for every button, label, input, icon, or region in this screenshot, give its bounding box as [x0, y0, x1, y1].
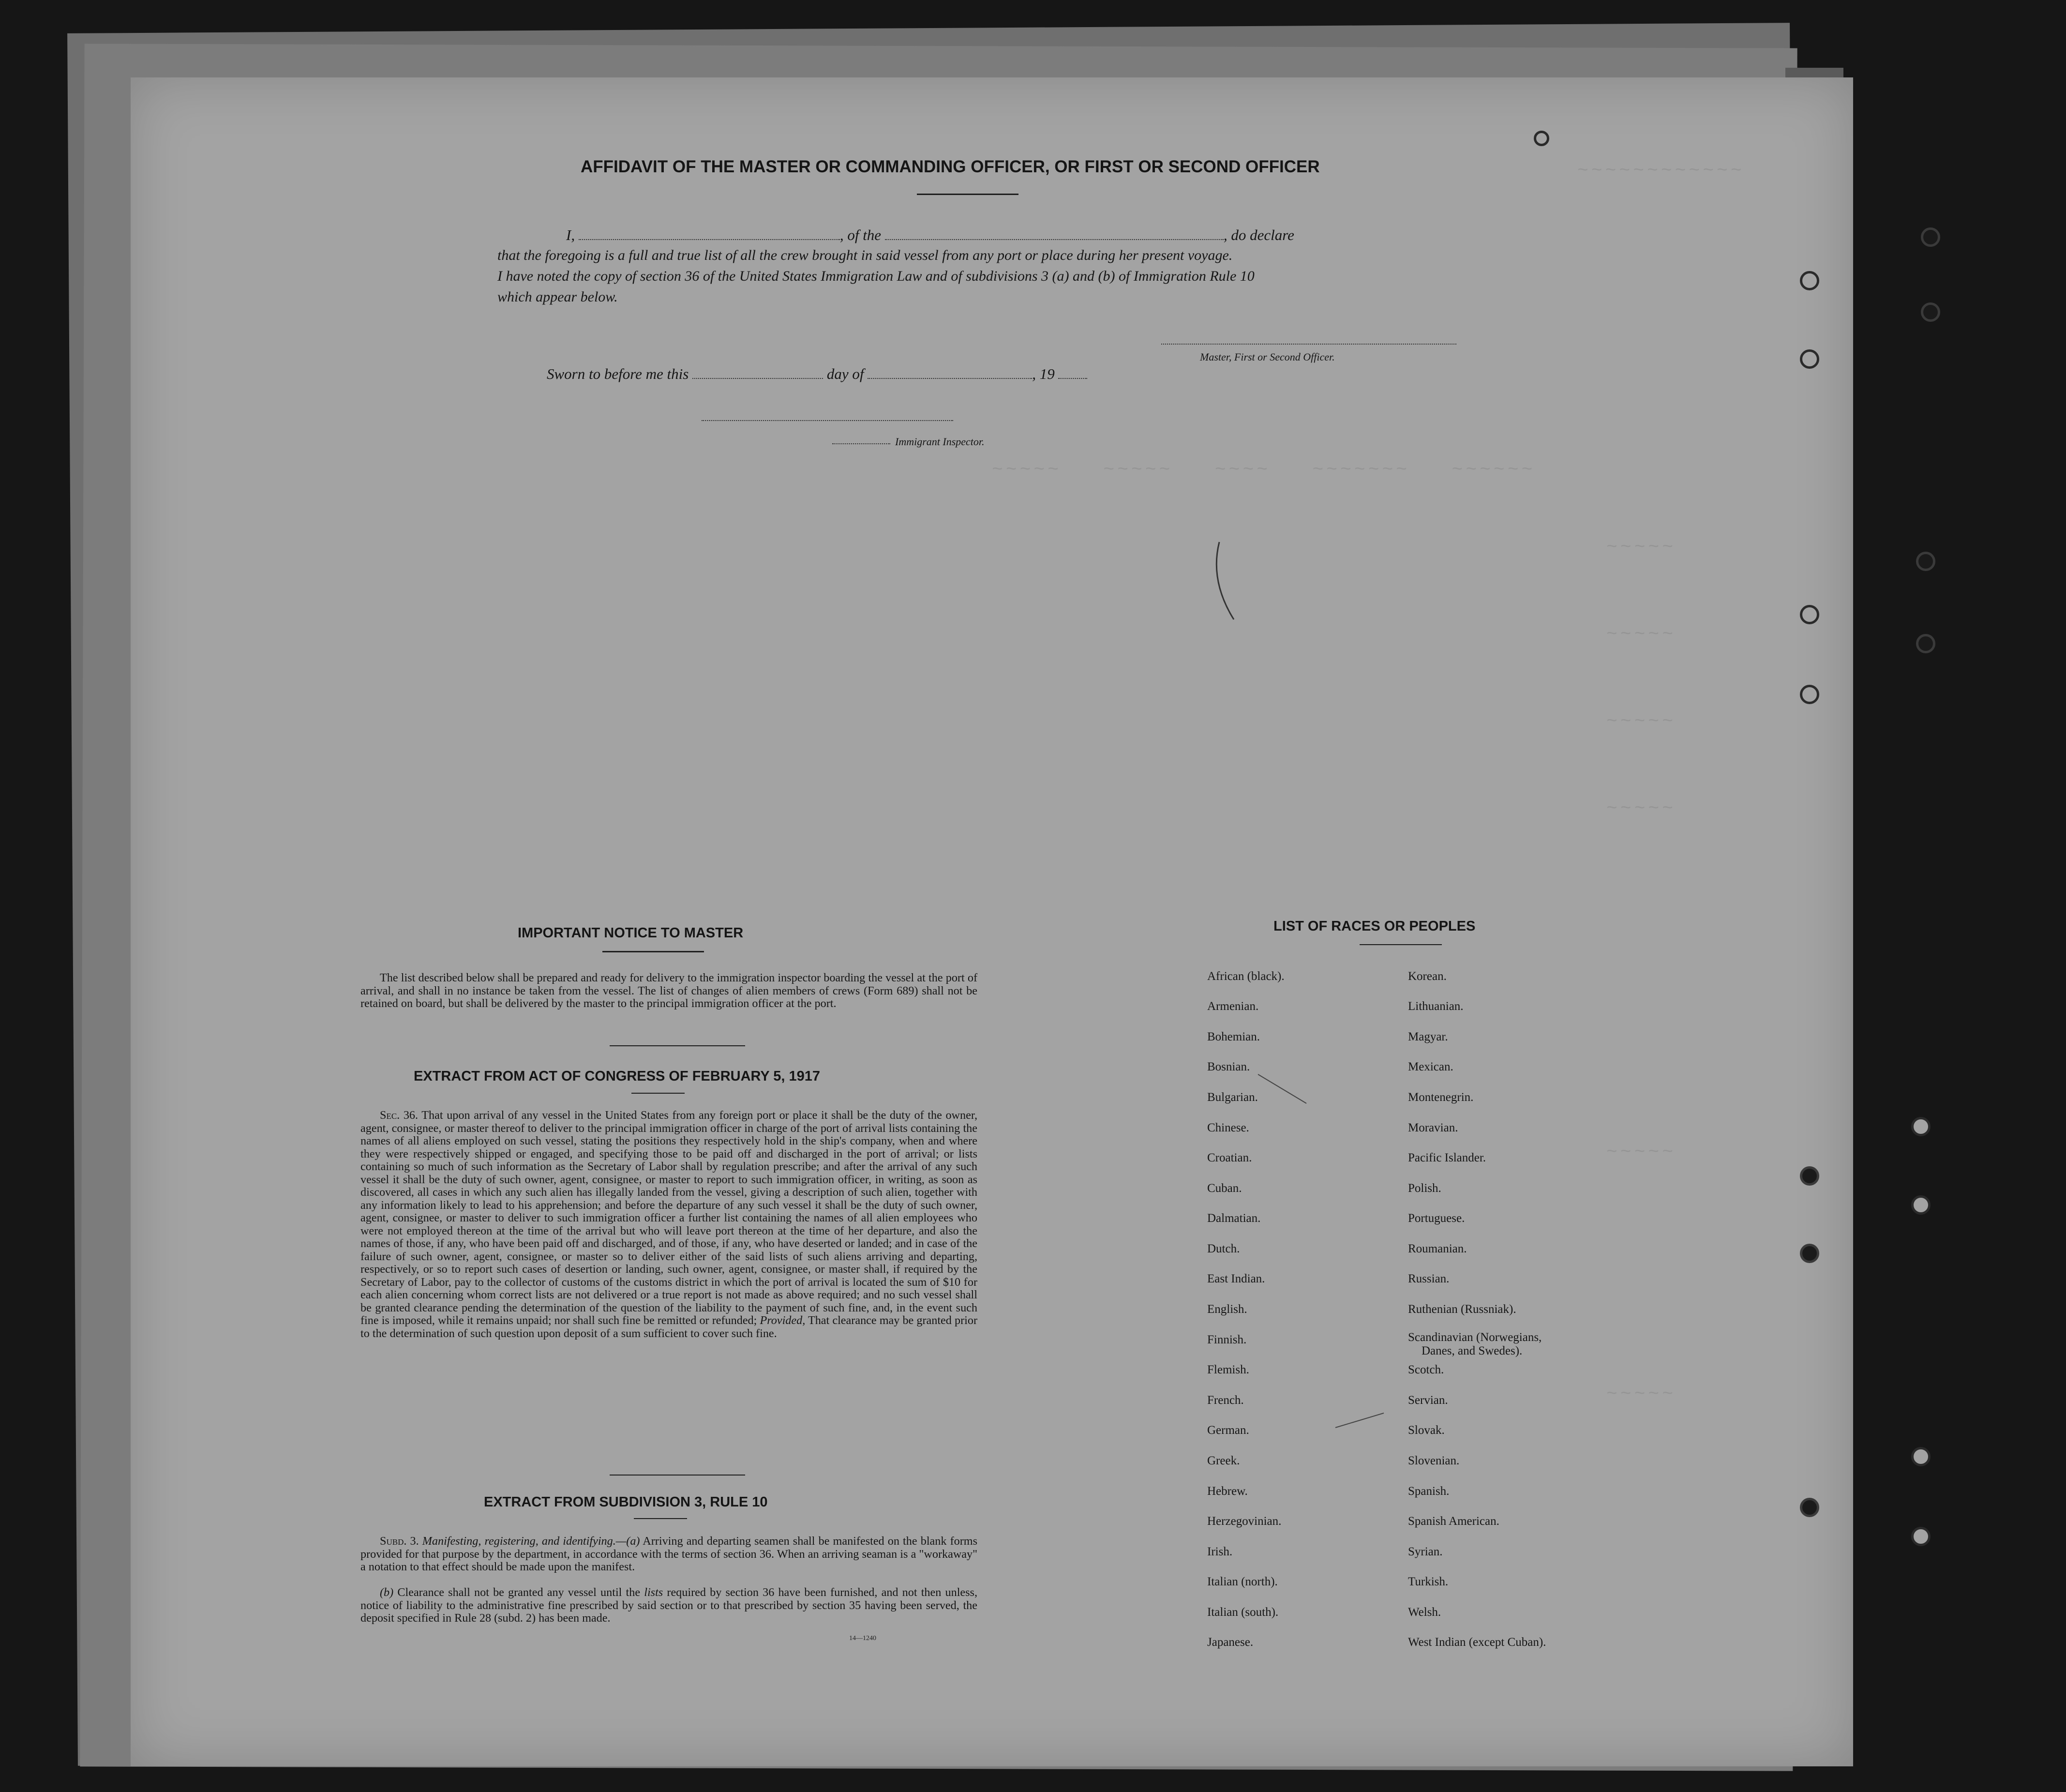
- act-section-36-text: [360, 1109, 977, 1340]
- binder-hole-icon: [1916, 552, 1935, 571]
- a-label: —(a): [615, 1535, 640, 1548]
- sworn-month-field[interactable]: [868, 367, 1032, 379]
- race-item: Finnish.: [1207, 1333, 1247, 1346]
- binder-hole-icon: [1911, 1447, 1931, 1466]
- binder-hole-icon: [1800, 271, 1819, 290]
- races-title: LIST OF RACES OR PEOPLES: [1273, 919, 1476, 934]
- race-item: African (black).: [1207, 970, 1285, 983]
- race-item: Chinese.: [1207, 1121, 1249, 1134]
- day-of-label: day of: [826, 365, 864, 382]
- i-label: I,: [566, 226, 575, 243]
- bleed-through-text: ~~~~~: [1606, 537, 1677, 558]
- vessel-field[interactable]: [885, 228, 1224, 240]
- affidavit-title: AFFIDAVIT OF THE MASTER OR COMMANDING OFFICER, OR FIRST OR SECOND OFFICER: [581, 157, 1320, 176]
- bleed-through-text: ~~~~~: [1606, 711, 1677, 732]
- race-item: Bohemian.: [1207, 1030, 1260, 1043]
- pencil-mark-icon: [1253, 1069, 1311, 1108]
- race-item: Scotch.: [1408, 1363, 1444, 1376]
- sworn-line: [547, 365, 1087, 383]
- notice-text: The list described below shall be prepared and ready for delivery to the immigration inspector boarding the vessel at the port of arrival, and shall in no instance be taken from the vessel. The list of changes of alien members of crews (Form 689) shall not be retained on board, but shall be delivered by the master to the principal immigration officer at the port.: [360, 971, 977, 1010]
- divider: [610, 1045, 745, 1046]
- rule-subd-b: [360, 1586, 977, 1625]
- race-item: Moravian.: [1408, 1121, 1458, 1134]
- divider: [634, 1518, 687, 1519]
- sec-label: Sec. 36.: [380, 1109, 419, 1122]
- race-item: Hebrew.: [1207, 1485, 1248, 1498]
- bleed-through-text: ~~~~~: [1606, 1142, 1677, 1163]
- race-item: Bosnian.: [1207, 1060, 1250, 1073]
- binder-hole-icon: [1534, 131, 1549, 146]
- binder-hole-icon: [1911, 1527, 1931, 1546]
- race-item: Japanese.: [1207, 1636, 1254, 1649]
- pencil-mark-icon: [1331, 1408, 1389, 1432]
- bleed-through-text: ~~~~~: [1606, 624, 1677, 645]
- divider: [1360, 944, 1442, 945]
- inspector-dots: [832, 443, 890, 444]
- sworn-year-field[interactable]: [1058, 367, 1087, 379]
- pencil-mark-icon: [1205, 537, 1263, 624]
- rule-subd-a: [360, 1535, 977, 1574]
- race-item: West Indian (except Cuban).: [1408, 1636, 1546, 1649]
- bleed-through-text: ~~~~~: [1606, 798, 1677, 819]
- act-body-end: That clearance may be granted prior to the determination of such question upon deposit of a sum sufficient to cover such fine.: [360, 1314, 977, 1340]
- race-item: Armenian.: [1207, 1000, 1259, 1013]
- binder-hole-icon: [1800, 1166, 1819, 1186]
- race-item: Dalmatian.: [1207, 1212, 1261, 1225]
- race-item: Servian.: [1408, 1394, 1448, 1407]
- race-item: Italian (north).: [1207, 1575, 1278, 1588]
- name-field[interactable]: [579, 228, 840, 240]
- divider: [631, 1093, 685, 1094]
- rule-title: EXTRACT FROM SUBDIVISION 3, RULE 10: [484, 1494, 768, 1510]
- sworn-day-field[interactable]: [692, 367, 823, 379]
- do-declare-label: , do declare: [1223, 226, 1294, 243]
- race-item: Portuguese.: [1408, 1212, 1465, 1225]
- master-signature-label: Master, First or Second Officer.: [1200, 351, 1335, 363]
- race-item: Polish.: [1408, 1182, 1441, 1195]
- binder-hole-icon: [1916, 634, 1935, 653]
- notice-title: IMPORTANT NOTICE TO MASTER: [518, 925, 744, 941]
- a-text: Arriving and departing seamen shall be manifested on the blank forms provided for that purpose by the department, in accordance with the terms of section 36. When an arriving seaman is a "workaway" a notation to that effect should be made upon the manifest.: [360, 1535, 977, 1573]
- race-item: Slovak.: [1408, 1424, 1445, 1437]
- affidavit-line-1: [566, 226, 1294, 244]
- master-signature-field[interactable]: [1161, 344, 1456, 345]
- bleed-through-text: ~~~~~~~~~~~~: [1577, 161, 1745, 181]
- race-item: Roumanian.: [1408, 1242, 1467, 1255]
- act-body: That upon arrival of any vessel in the United States from any foreign port or place it shall be the duty of the owner, agent, consignee, or master thereof to deliver to the principal immigration officer in charge of the port of arrival lists containing the names of all aliens employed on such vessel, stating the positions they respectively hold in the ship's company, when and where they were respectively shipped or engaged, and specifying those to be paid off and discharged in the port of arrival; or lists containing so much of such information as the Secretary of Labor shall by regulation prescribe; and after the arrival of any such vessel it shall be the duty of such owner, agent, consignee, or master to report to such immigration officer, in writing, as soon as discovered, all cases in which any such alien has illegally landed from the vessel, giving a description of such alien, together with any information likely to lead to his apprehension; and before the departure of any such vessel it shall be the duty of such owner, agent, consignee, or master to deliver to such immigration officer a further list containing the names of all alien employees who were not employed thereon at the time of the arrival but who will leave port thereon at the time of her departure, and also the names of those, if any, who have been paid off and discharged, and of those, if any, who have deserted or landed; and in case of the failure of such owner, agent, consignee, or master so to deliver either of the said lists of such aliens arriving and departing, respectively, or so to report such cases of desertion or landing, such owner, agent, consignee, or master shall, if required by the Secretary of Labor, pay to the collector of customs of the customs district in which the port of arrival is located the sum of $10 for each alien concerning whom correct lists are not delivered or a true report is not made as above required; and no such vessel shall be granted clearance pending the determination of the question of the liability to the payment of such fine, and, in the event such fine is imposed, while it remains unpaid; nor shall such fine be remitted or refunded;: [360, 1109, 977, 1327]
- race-item: Italian (south).: [1207, 1606, 1279, 1619]
- race-item: German.: [1207, 1424, 1249, 1437]
- race-item: French.: [1207, 1394, 1244, 1407]
- race-item: Ruthenian (Russniak).: [1408, 1303, 1516, 1316]
- race-item: Cuban.: [1207, 1182, 1242, 1195]
- bleed-through-text: ~~~~~: [1606, 1384, 1677, 1405]
- race-item: Syrian.: [1408, 1545, 1443, 1558]
- binder-hole-icon: [1800, 1498, 1819, 1517]
- race-item: Scandinavian (Norwegians,: [1408, 1331, 1542, 1344]
- race-item: Dutch.: [1207, 1242, 1240, 1255]
- manifest-page: [131, 77, 1853, 1766]
- b-label: (b): [380, 1586, 394, 1599]
- binder-hole-icon: [1800, 685, 1819, 704]
- race-item: Bulgarian.: [1207, 1091, 1258, 1104]
- race-item: Russian.: [1408, 1272, 1450, 1285]
- binder-hole-icon: [1921, 302, 1940, 322]
- affidavit-line-3: I have noted the copy of section 36 of the United States Immigration Law and of subdivisions 3 (a) and (b) of Immigration Rule 10: [497, 268, 1255, 284]
- year-label: , 19: [1032, 365, 1055, 382]
- divider: [917, 194, 1018, 195]
- race-item: Croatian.: [1207, 1151, 1252, 1164]
- race-item: Flemish.: [1207, 1363, 1249, 1376]
- race-item: East Indian.: [1207, 1272, 1265, 1285]
- race-item: Greek.: [1207, 1454, 1240, 1467]
- b-text-2: required by section 36 have been furnished, and not then unless, notice of liability to the administrative fine prescribed by said section or to that prescribed by section 35 having been served, the deposit specified in Rule 28 (subd. 2) has been made.: [360, 1586, 978, 1625]
- binder-hole-icon: [1911, 1117, 1931, 1136]
- race-item: Lithuanian.: [1408, 1000, 1464, 1013]
- subd-label: Subd. 3.: [380, 1535, 419, 1548]
- divider: [602, 951, 704, 952]
- divider: [610, 1475, 745, 1476]
- race-item: Danes, and Swedes).: [1422, 1344, 1523, 1357]
- provided-label: Provided,: [760, 1314, 806, 1327]
- inspector-label: Immigrant Inspector.: [895, 436, 985, 448]
- race-item: Mexican.: [1408, 1060, 1453, 1073]
- binder-hole-icon: [1921, 227, 1940, 247]
- b-lists: lists: [644, 1586, 663, 1599]
- affidavit-line-4: which appear below.: [497, 289, 618, 305]
- binder-hole-icon: [1800, 1244, 1819, 1263]
- race-item: Pacific Islander.: [1408, 1151, 1486, 1164]
- race-item: Magyar.: [1408, 1030, 1448, 1043]
- race-item: Turkish.: [1408, 1575, 1449, 1588]
- affidavit-line-2: that the foregoing is a full and true list of all the crew brought in said vessel from any port or place during her present voyage.: [497, 247, 1233, 263]
- b-text-1: Clearance shall not be granted any vessel until the: [397, 1586, 641, 1599]
- inspector-signature-field[interactable]: [702, 420, 953, 421]
- race-item: Spanish American.: [1408, 1515, 1499, 1528]
- of-the-label: , of the: [839, 226, 882, 243]
- subd-heading: Manifesting, registering, and identifying.: [422, 1535, 616, 1548]
- act-title: EXTRACT FROM ACT OF CONGRESS OF FEBRUARY 5, 1917: [414, 1069, 821, 1084]
- binder-hole-icon: [1800, 349, 1819, 369]
- race-item: Spanish.: [1408, 1485, 1450, 1498]
- race-item: Herzegovinian.: [1207, 1515, 1282, 1528]
- form-number: 14—1240: [849, 1635, 876, 1642]
- race-item: Slovenian.: [1408, 1454, 1460, 1467]
- bleed-through-text: ~~~~~ ~~~~~ ~~~~ ~~~~~~~ ~~~~~~: [992, 460, 1536, 481]
- race-item: Montenegrin.: [1408, 1091, 1474, 1104]
- race-item: English.: [1207, 1303, 1247, 1316]
- race-item: Korean.: [1408, 970, 1447, 983]
- race-item: Welsh.: [1408, 1606, 1441, 1619]
- binder-hole-icon: [1911, 1195, 1931, 1215]
- race-item: Irish.: [1207, 1545, 1233, 1558]
- sworn-label: Sworn to before me this: [547, 365, 689, 382]
- binder-hole-icon: [1800, 605, 1819, 624]
